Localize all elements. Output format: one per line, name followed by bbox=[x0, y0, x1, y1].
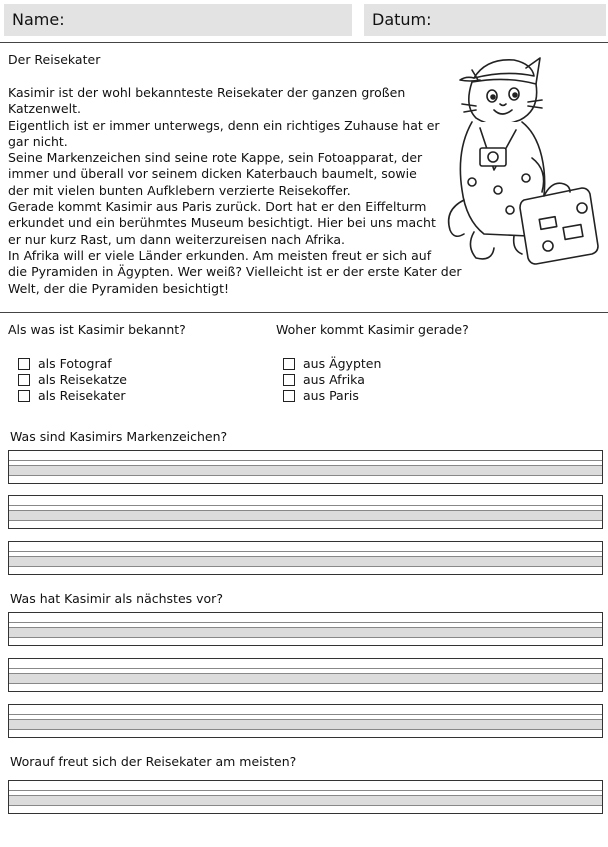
question-3: Was sind Kasimirs Markenzeichen? bbox=[10, 429, 228, 444]
story-line: gar nicht. bbox=[8, 133, 68, 149]
option-label: als Reisekatze bbox=[38, 372, 127, 387]
q2-option-3[interactable] bbox=[283, 388, 359, 403]
question-4: Was hat Kasimir als nächstes vor? bbox=[10, 591, 223, 606]
question-2: Woher kommt Kasimir gerade? bbox=[276, 322, 469, 337]
section-divider bbox=[0, 312, 608, 313]
question-5: Worauf freut sich der Reisekater am meisten? bbox=[10, 754, 297, 769]
story-line: In Afrika will er viele Länder erkunden. Am meisten freut er sich auf bbox=[8, 247, 432, 263]
story-line: immer und überall vor seinem dicken Katerbauch baumelt, sowie bbox=[8, 166, 417, 182]
option-label: aus Paris bbox=[303, 388, 359, 403]
date-label: Datum: bbox=[372, 10, 432, 29]
q1-option-1[interactable] bbox=[18, 356, 112, 371]
writing-line[interactable] bbox=[8, 658, 603, 692]
checkbox[interactable] bbox=[18, 390, 30, 402]
story-line: Gerade kommt Kasimir aus Paris zurück. Dort hat er den Eiffelturm bbox=[8, 199, 427, 215]
story-line: Kasimir ist der wohl bekannteste Reisekater der ganzen großen bbox=[8, 85, 406, 100]
cat-traveler-illustration bbox=[436, 50, 606, 275]
header-divider bbox=[0, 42, 608, 43]
name-field[interactable] bbox=[4, 4, 352, 36]
q1-option-2[interactable] bbox=[18, 372, 127, 387]
writing-line[interactable] bbox=[8, 612, 603, 646]
question-1: Als was ist Kasimir bekannt? bbox=[8, 322, 186, 337]
story-line: Katzenwelt. bbox=[8, 101, 81, 117]
option-label: als Reisekater bbox=[38, 388, 126, 403]
story-line: er nur kurz Rast, um dann weiterzureisen nach Afrika. bbox=[8, 231, 345, 247]
writing-line[interactable] bbox=[8, 704, 603, 738]
story-line: die Pyramiden in Ägypten. Wer weiß? Vielleicht ist er der erste Kater der bbox=[8, 264, 462, 280]
story-line: Welt, der die Pyramiden besichtigt! bbox=[8, 280, 229, 296]
story-line: Eigentlich ist er immer unterwegs, denn ein richtiges Zuhause hat er bbox=[8, 117, 440, 133]
q1-option-3[interactable] bbox=[18, 388, 126, 403]
name-label: Name: bbox=[12, 10, 65, 29]
q2-option-1[interactable] bbox=[283, 356, 381, 371]
story-line: Seine Markenzeichen sind seine rote Kappe, sein Fotoapparat, der bbox=[8, 150, 423, 166]
q2-option-2[interactable] bbox=[283, 372, 365, 387]
option-label: aus Afrika bbox=[303, 372, 365, 387]
story-line: erkundet und ein berühmtes Museum besichtigt. Hier bei uns macht bbox=[8, 215, 436, 231]
checkbox[interactable] bbox=[283, 390, 295, 402]
checkbox[interactable] bbox=[283, 358, 295, 370]
checkbox[interactable] bbox=[18, 358, 30, 370]
writing-line[interactable] bbox=[8, 450, 603, 484]
date-field[interactable] bbox=[364, 4, 606, 36]
story-title: Der Reisekater bbox=[8, 52, 101, 67]
option-label: als Fotograf bbox=[38, 356, 112, 371]
writing-line[interactable] bbox=[8, 495, 603, 529]
writing-line[interactable] bbox=[8, 541, 603, 575]
story-text bbox=[8, 85, 468, 297]
story-line: der mit vielen bunten Aufklebern verzierte Reisekoffer. bbox=[8, 182, 351, 198]
option-label: aus Ägypten bbox=[303, 356, 382, 371]
writing-line[interactable] bbox=[8, 780, 603, 814]
checkbox[interactable] bbox=[283, 374, 295, 386]
checkbox[interactable] bbox=[18, 374, 30, 386]
